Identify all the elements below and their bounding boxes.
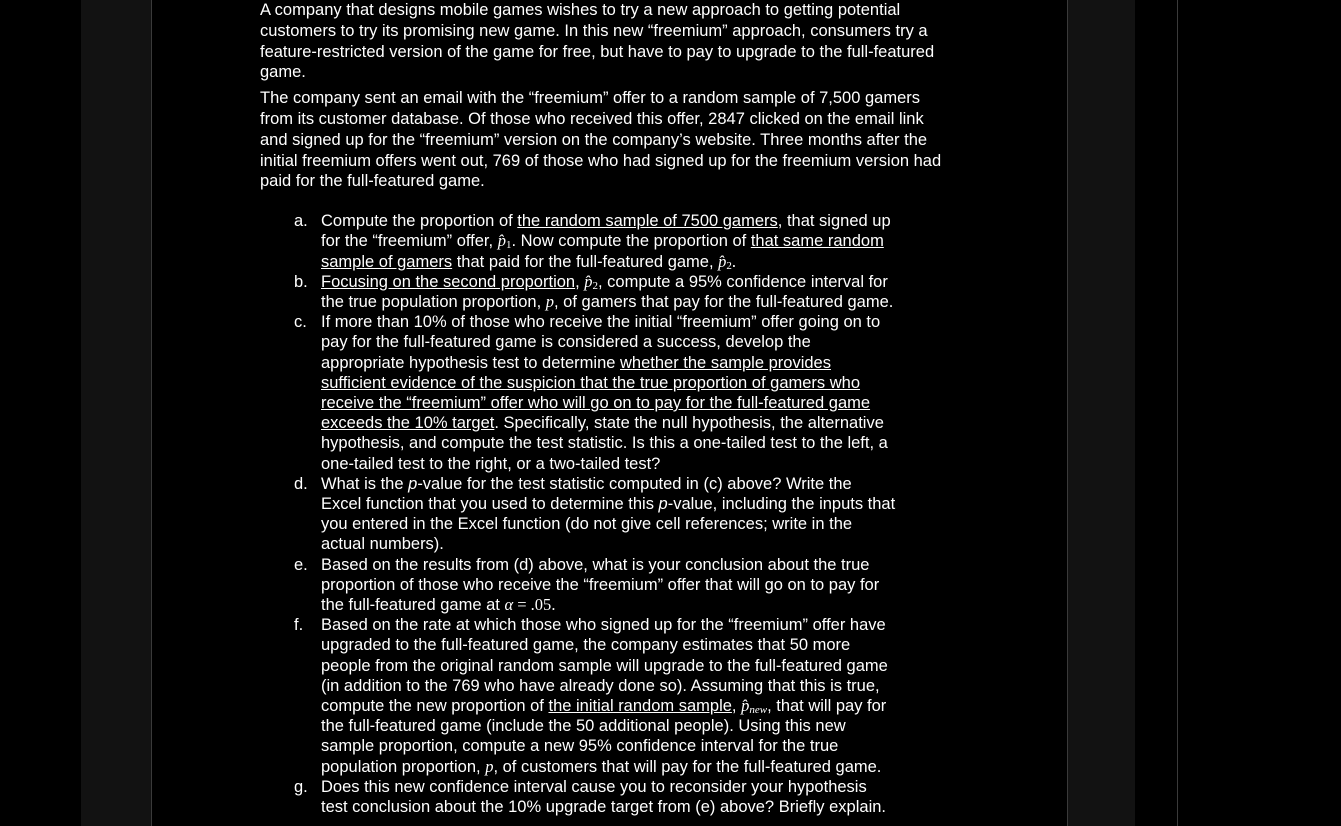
question-item bbox=[260, 615, 896, 777]
math-symbol: p̂ bbox=[497, 231, 506, 251]
math-subscript: 2 bbox=[726, 259, 732, 272]
document-page bbox=[260, 0, 950, 817]
question-letter: b. bbox=[294, 272, 308, 291]
question-text: Based on the rate at which those who signed up for the “freemium” offer have upgraded to the full-featured game, the company estimates that 50 more people from the original random sample will upgrade to the full-featured game (in addition to the 769 who have already done so). Assuming that this is true, compute the new proportion of bbox=[321, 616, 888, 716]
question-text: If more than 10% of those who receive the initial “freemium” offer going on to pay for the full-featured game is considered a success, develop the appropriate hypothesis test to determine bbox=[321, 313, 881, 372]
underlined-phrase: Focusing on the second proportion bbox=[321, 272, 576, 291]
question-text: Does this new confidence interval cause you to reconsider your hypothesis test conclusion about the 10% upgrade target from (e) above? Briefly explain. bbox=[321, 777, 886, 817]
right-margin-panel bbox=[1068, 0, 1135, 826]
italic-p: p bbox=[658, 495, 668, 514]
right-divider bbox=[1177, 0, 1178, 826]
question-letter: f. bbox=[294, 616, 304, 635]
underlined-phrase: the initial random sample bbox=[548, 697, 732, 716]
question-item bbox=[260, 272, 896, 312]
question-item bbox=[260, 312, 896, 474]
math-expression: = .05 bbox=[513, 595, 552, 615]
question-list bbox=[260, 211, 950, 817]
question-text: , compute a 95% confidence interval for the true population proportion, bbox=[321, 272, 888, 311]
question-text: What is the bbox=[321, 474, 409, 493]
question-text: , of gamers that pay for the full-featured game. bbox=[554, 292, 894, 311]
question-item bbox=[260, 474, 896, 555]
intro-paragraph: A company that designs mobile games wishes to try a new approach to getting potential customers to try its promising new game. In this new “freemium” approach, consumers try a feature-restricted version of the game for free, but have to pay to upgrade to the full-featured game. bbox=[260, 1, 935, 82]
question-text: , bbox=[575, 272, 585, 291]
question-letter: a. bbox=[294, 212, 308, 231]
question-letter: g. bbox=[294, 777, 308, 796]
question-item bbox=[260, 777, 896, 817]
question-letter: c. bbox=[294, 313, 307, 332]
math-subscript: 1 bbox=[505, 239, 512, 252]
question-text: , of customers that will pay for the full-featured game. bbox=[493, 757, 882, 776]
underlined-phrase: that same random sample of gamers bbox=[321, 232, 884, 271]
math-symbol: α bbox=[504, 595, 514, 615]
left-margin-panel bbox=[81, 0, 151, 826]
italic-p: p bbox=[408, 474, 418, 493]
page-left-border bbox=[151, 0, 152, 826]
question-letter: d. bbox=[294, 474, 308, 493]
math-subscript: new bbox=[749, 704, 768, 717]
study-paragraph: The company sent an email with the “freemium” offer to a random sample of 7,500 gamers from its customer database. Of those who received this offer, 2847 clicked on the email link and signed up for the “freemium” version on the company’s website. Three months after the initial freemium offers went out, 769 of those who had signed up for the freemium version had paid for the full-featured game. bbox=[260, 89, 942, 191]
question-text: -value, including the inputs that you entered in the Excel function (do not give cell references; write in the actual numbers). bbox=[321, 495, 896, 554]
math-symbol: p̂ bbox=[741, 696, 750, 716]
question-text: . Specifically, state the null hypothesis, the alternative hypothesis, and compute the test statistic. Is this a one-tailed test to the left, a one-tailed test to the right, or a two-tailed test? bbox=[321, 414, 888, 473]
question-item bbox=[260, 211, 896, 272]
question-text: , that signed up for the “freemium” offer, bbox=[321, 212, 891, 251]
question-text: Based on the results from (d) above, what is your conclusion about the true proportion of those who receive the “freemium” offer that will go on to pay for the full-featured game at bbox=[321, 555, 880, 615]
math-symbol: p̂ bbox=[718, 251, 727, 271]
math-symbol: p bbox=[485, 756, 494, 776]
question-text: . Now compute the proportion of bbox=[511, 232, 751, 251]
question-text: . bbox=[551, 595, 556, 615]
question-text: -value for the test statistic computed in (c) above? Write the Excel function that you used to determine this bbox=[321, 474, 852, 514]
question-text: , that will pay for the full-featured game (include the 50 additional people). Using this new sample proportion, compute a new 95% confidence interval for the true population proportion, bbox=[321, 697, 887, 776]
math-subscript: 2 bbox=[592, 279, 599, 292]
question-item bbox=[260, 555, 896, 616]
question-text: , bbox=[731, 697, 742, 716]
question-letter: e. bbox=[294, 555, 308, 574]
question-text: that paid for the full-featured game, bbox=[452, 252, 719, 271]
question-text: . bbox=[731, 251, 737, 271]
math-symbol: p bbox=[545, 291, 554, 311]
question-text: Compute the proportion of bbox=[321, 212, 518, 231]
underlined-phrase: whether the sample provides sufficient evidence of the suspicion that the true proportion of gamers who receive the “freemium” offer who will go on to pay for the full-featured game exceeds the 10% target bbox=[321, 353, 871, 433]
math-symbol: p̂ bbox=[584, 271, 593, 291]
underlined-phrase: the random sample of 7500 gamers bbox=[517, 212, 778, 231]
